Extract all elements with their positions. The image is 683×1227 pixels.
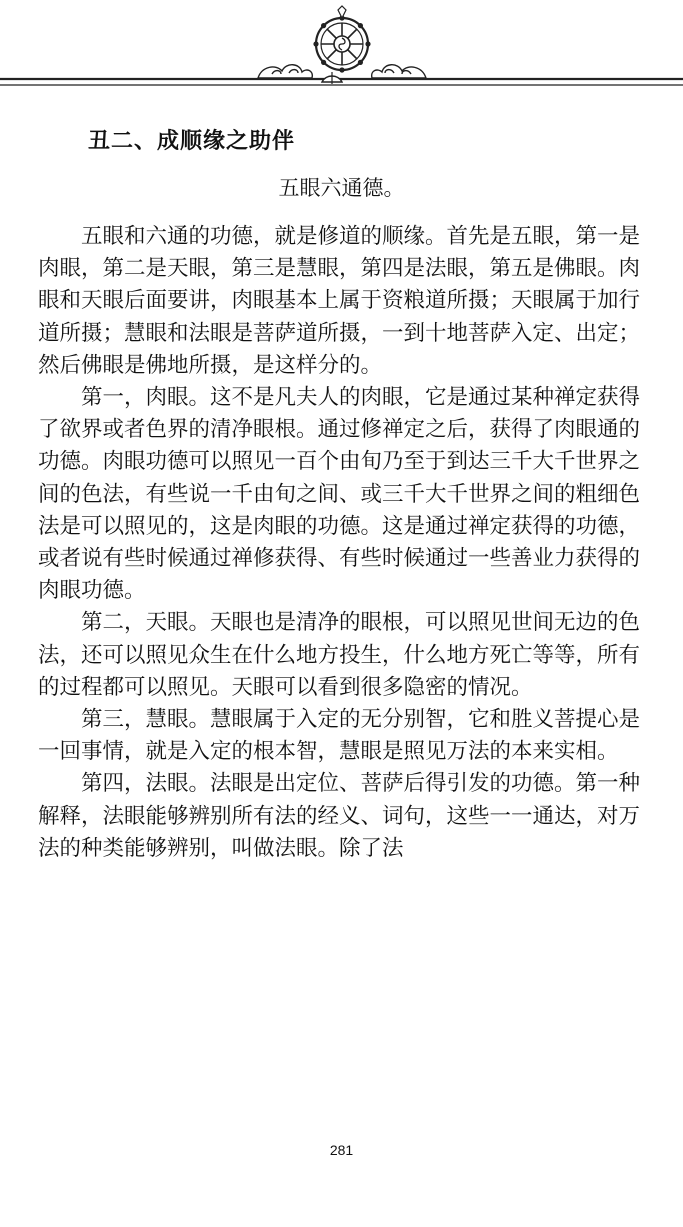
dharma-wheel-icon [313,6,370,84]
page-number: 281 [329,1142,354,1158]
left-cloud-icon [258,65,312,78]
paragraph-flesh-eye: 第一，肉眼。这不是凡夫人的肉眼，它是通过某种禅定获得了欲界或者色界的清净眼根。通过修禅定之后，获得了肉眼通的功德。肉眼功德可以照见一百个由旬乃至于到达三千大千世界之间的色法，有些说一千由旬之间、或三千大千世界之间的粗细色法是可以照见的，这是肉眼的功德。这是通过禅定获得的功德，或者说有些时候通过禅修获得、有些时候通过一些善业力获得的肉眼功德。 [38,385,641,604]
paragraph-dharma-eye: 第四，法眼。法眼是出定位、菩萨后得引发的功德。第一种解释，法眼能够辨别所有法的经义、词句，这些一一通达，对万法的种类能够辨别，叫做法眼。除了法 [38,771,641,861]
verse-title: 五眼六通德。 [278,176,405,200]
dharma-wheel-header-ornament [0,0,683,100]
paragraph-divine-eye: 第二，天眼。天眼也是清净的眼根，可以照见世间无边的色法，还可以照见众生在什么地方投生，什么地方死亡等等，所有的过程都可以照见。天眼可以看到很多隐密的情况。 [38,610,641,700]
section-heading: 丑二、成顺缘之助伴 [88,129,296,154]
paragraph-intro: 五眼和六通的功德，就是修道的顺缘。首先是五眼，第一是肉眼，第二是天眼，第三是慧眼，第四是法眼，第五是佛眼。肉眼和天眼后面要讲，肉眼基本上属于资粮道所摄；天眼属于加行道所摄；慧眼和法眼是菩萨道所摄，一到十地菩萨入定、出定；然后佛眼是佛地所摄，是这样分的。 [38,224,641,378]
body-text [38,221,648,865]
right-cloud-icon [372,65,426,78]
paragraph-wisdom-eye: 第三，慧眼。慧眼属于入定的无分别智，它和胜义菩提心是一回事情，就是入定的根本智，慧眼是照见万法的本来实相。 [38,707,641,765]
